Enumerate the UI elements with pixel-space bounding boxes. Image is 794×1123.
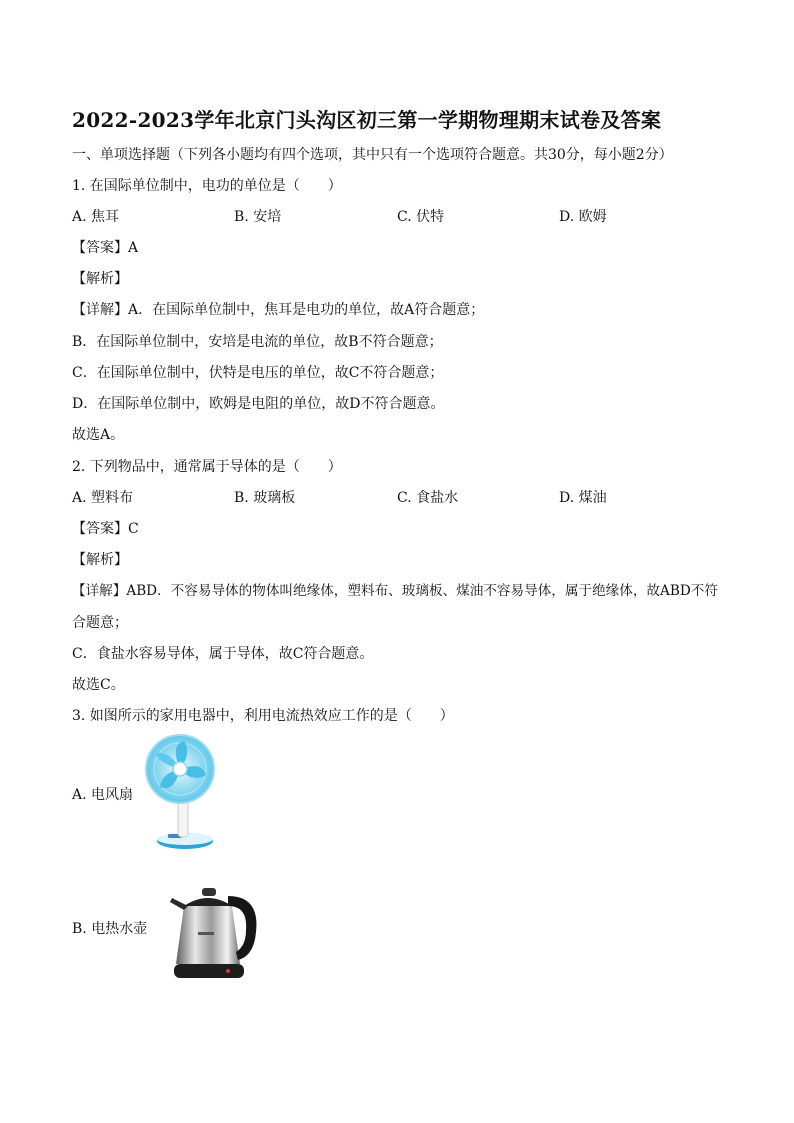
section-heading: 一、单项选择题（下列各小题均有四个选项，其中只有一个选项符合题意。共30分，每小题2分）	[72, 147, 673, 163]
page-title: 2022-2023学年北京门头沟区初三第一学期物理期末试卷及答案	[72, 108, 662, 132]
question-2-option-d: D. 煤油	[559, 490, 607, 506]
question-1-option-a: A. 焦耳	[72, 209, 120, 225]
question-1-option-c: C. 伏特	[397, 209, 445, 225]
question-2-option-c: C. 食盐水	[397, 490, 459, 506]
electric-fan-icon	[140, 733, 220, 855]
question-2-answer: 【答案】C	[72, 521, 139, 537]
question-1-analysis: 【解析】	[72, 271, 128, 287]
question-1-answer: 【答案】A	[72, 240, 139, 256]
question-1-stem: 1. 在国际单位制中，电功的单位是（ ）	[72, 178, 342, 194]
question-2-conclusion: 故选C。	[72, 677, 125, 693]
question-2-detail-line: 【详解】ABD．不容易导体的物体叫绝缘体，塑料布、玻璃板、煤油不容易导体，属于绝缘体，故ABD不符	[72, 583, 718, 599]
question-3-stem: 3. 如图所示的家用电器中，利用电流热效应工作的是（ ）	[72, 708, 454, 724]
question-2-option-b: B. 玻璃板	[234, 490, 296, 506]
question-2-stem: 2. 下列物品中，通常属于导体的是（ ）	[72, 459, 342, 475]
question-3-option-b-label: B. 电热水壶	[72, 921, 148, 937]
question-1-detail-line: 【详解】A．在国际单位制中，焦耳是电功的单位，故A符合题意；	[72, 302, 485, 318]
question-1-option-b: B. 安培	[234, 209, 282, 225]
electric-kettle-icon	[168, 876, 264, 986]
question-2-analysis: 【解析】	[72, 552, 128, 568]
question-2-detail-line: C．食盐水容易导体，属于导体，故C符合题意。	[72, 646, 374, 662]
question-2-detail-line: 合题意；	[72, 615, 128, 631]
question-2-option-a: A. 塑料布	[72, 490, 134, 506]
question-1-conclusion: 故选A。	[72, 427, 125, 443]
question-1-detail-line: B．在国际单位制中，安培是电流的单位，故B不符合题意；	[72, 334, 443, 350]
question-1-detail-line: D．在国际单位制中，欧姆是电阻的单位，故D不符合题意。	[72, 396, 445, 412]
question-1-option-d: D. 欧姆	[559, 209, 607, 225]
question-3-option-a-label: A. 电风扇	[72, 787, 134, 803]
question-1-detail-line: C．在国际单位制中，伏特是电压的单位，故C不符合题意；	[72, 365, 444, 381]
